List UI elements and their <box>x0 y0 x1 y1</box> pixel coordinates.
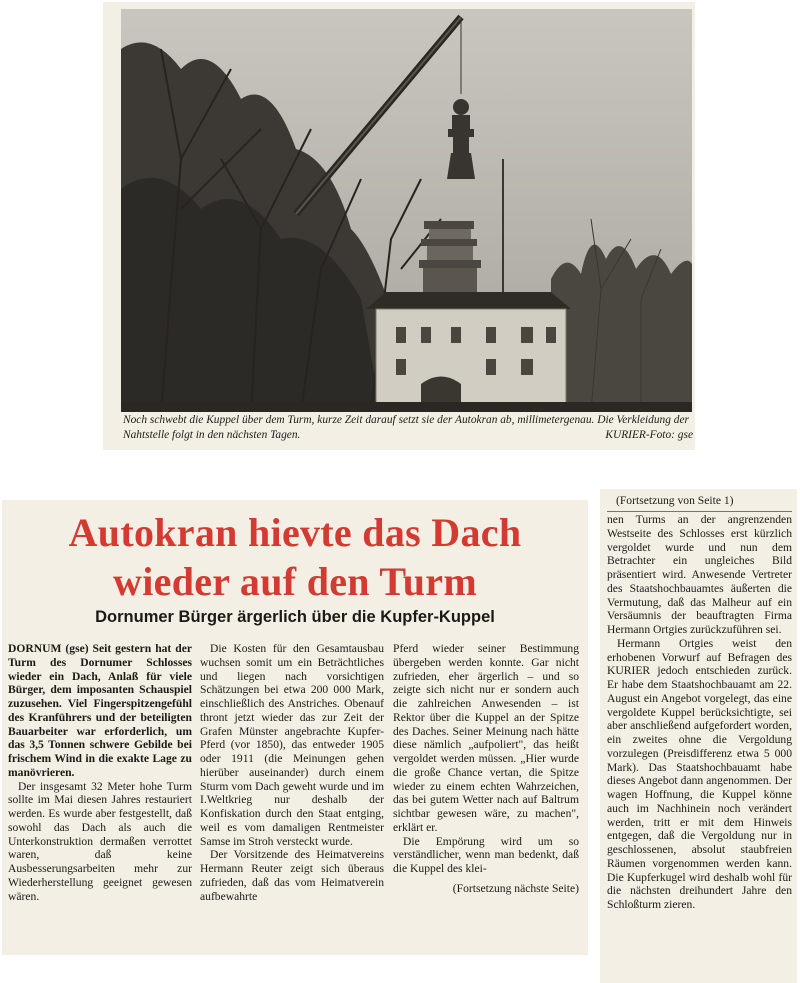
article-subheadline: Dornumer Bürger ärgerlich über die Kupfer-Kuppel <box>95 608 495 626</box>
article-column-1 <box>8 642 192 903</box>
body-paragraph: nen Turms an der angrenzenden Westseite des Schlosses erst kürzlich vergoldet wurde und nun dem Betrachter ein ungleiches Bild präsentiert wird. Anwesende Vertreter des Staatshochbauamtes äußerten die Vermutung, daß das Malheur auf ein Versäumnis der beauftragten Firma Hermann Ortgies zurückzuführen sei. <box>607 513 792 636</box>
article-column-2 <box>200 642 384 903</box>
caption-text: Noch schwebt die Kuppel über dem Turm, kurze Zeit darauf setzt sie der Autokran ab, millimetergenau. Die Verkleidung der Nahtstelle folgt in den nächsten Tagen. <box>123 414 689 441</box>
continuation-header: (Fortsetzung von Seite 1) <box>616 494 734 507</box>
headline-line-1: Autokran hievte das Dach <box>68 510 522 555</box>
body-paragraph: Hermann Ortgies weist den erhobenen Vorwurf auf Befragen des KURIER jedoch entschieden zurück. Er habe dem Staatshochbauamt am 22. August ein Angebot vorgelegt, das eine vergoldete Kuppel berücksichtigte, sei aber anschließend aufgefordert worden, ein zweites ohne die Vergoldung vorzulegen (Preisdifferenz etwa 5 000 Mark). Das Staatshochbauamt habe dieses Angebot dann angenommen. Der wagen Hoffnung, die Kuppel könne auch im Nachhinein noch verändert werden, tritt er mit dem Hinweis entgegen, daß die Vergoldung nur in geschlossenen, absolut staubfreien Räumen vorgenommen werden kann. Die Kupferkugel wird deshalb wohl für die nächsten dreihundert Jahre den Schloßturm zieren. <box>607 636 792 911</box>
body-paragraph: Der insgesamt 32 Meter hohe Turm sollte im Mai diesen Jahres restauriert werden. Es wurde aber festgestellt, daß sowohl das Dach als auch die Unterkonstruktion dermaßen verrottet waren, daß keine Ausbesserungsarbeiten mehr zur Wiederherstellung geeignet gewesen wären. <box>8 779 192 903</box>
body-paragraph: Der Vorsitzende des Heimatvereins Hermann Reuter zeigt sich überaus zufrieden, daß das vom Heimatverein aufbewahrte <box>200 848 384 903</box>
article-column-3 <box>393 642 579 896</box>
photo-credit: KURIER-Foto: gse <box>605 428 693 441</box>
photo-clipping <box>103 2 695 450</box>
news-photo <box>121 9 692 412</box>
news-article <box>2 500 588 955</box>
continuation-column <box>600 489 797 983</box>
body-paragraph: Die Empörung wird um so verständlicher, wenn man bedenkt, daß die Kuppel des klei- <box>393 834 579 875</box>
continuation-text <box>607 513 792 912</box>
lead-paragraph: DORNUM (gse) Seit gestern hat der Turm des Dornumer Schlosses wieder ein Dach, Anlaß für viele Bürger, dem imposanten Schauspiel zuzusehen. Viel Fingerspitzengefühl des Kranführers und der beteiligten Bauarbeiter war erforderlich, um das 3,5 Tonnen schwere Gebilde bei frischem Wind in die exakte Lage zu manövrieren. <box>8 642 192 779</box>
divider <box>607 511 792 512</box>
body-paragraph: Die Kosten für den Gesamtausbau wuchsen somit um ein Beträchtliches und liegen nach vorsichtigen Schätzungen bei etwa 200 000 Mark, einschließlich des Anstriches. Obenauf thront jetzt wieder das zur Zeit der Grafen Münster angebrachte Kupfer-Pferd (vor 1850), das entweder 1905 oder 1911 (die Meinungen gehen hierüber auseinander) durch einem Sturm vom Dach geweht wurde und im I.Weltkrieg nur deshalb der Konfiskation durch den Staat entging, weil es vom damaligen Rentmeister Samse im Stroh versteckt wurde. <box>200 642 384 848</box>
body-paragraph: Pferd wieder seiner Bestimmung übergeben werden konnte. Gar nicht zufrieden, eher ärgerlich – und so zeigte sich nicht nur er sondern auch die zahlreichen Anwesenden – ist Rektor über die Kuppel an der Spitze des Daches. Seiner Meinung nach hätte diese nämlich „aufpoliert", das heißt vergoldet werden müssen. „Hier wurde die große Chance vertan, die Spitze wieder zu einem echten Wahrzeichen, das bei gutem Wetter nach auf Baltrum sichtbar gewesen wäre, zu machen", erklärt er. <box>393 642 579 834</box>
castle-crane-photo <box>121 9 692 412</box>
headline-line-2: wieder auf den Turm <box>113 559 477 604</box>
photo-caption <box>123 413 693 442</box>
article-headline <box>2 508 588 606</box>
continued-note: (Fortsetzung nächste Seite) <box>452 881 579 895</box>
